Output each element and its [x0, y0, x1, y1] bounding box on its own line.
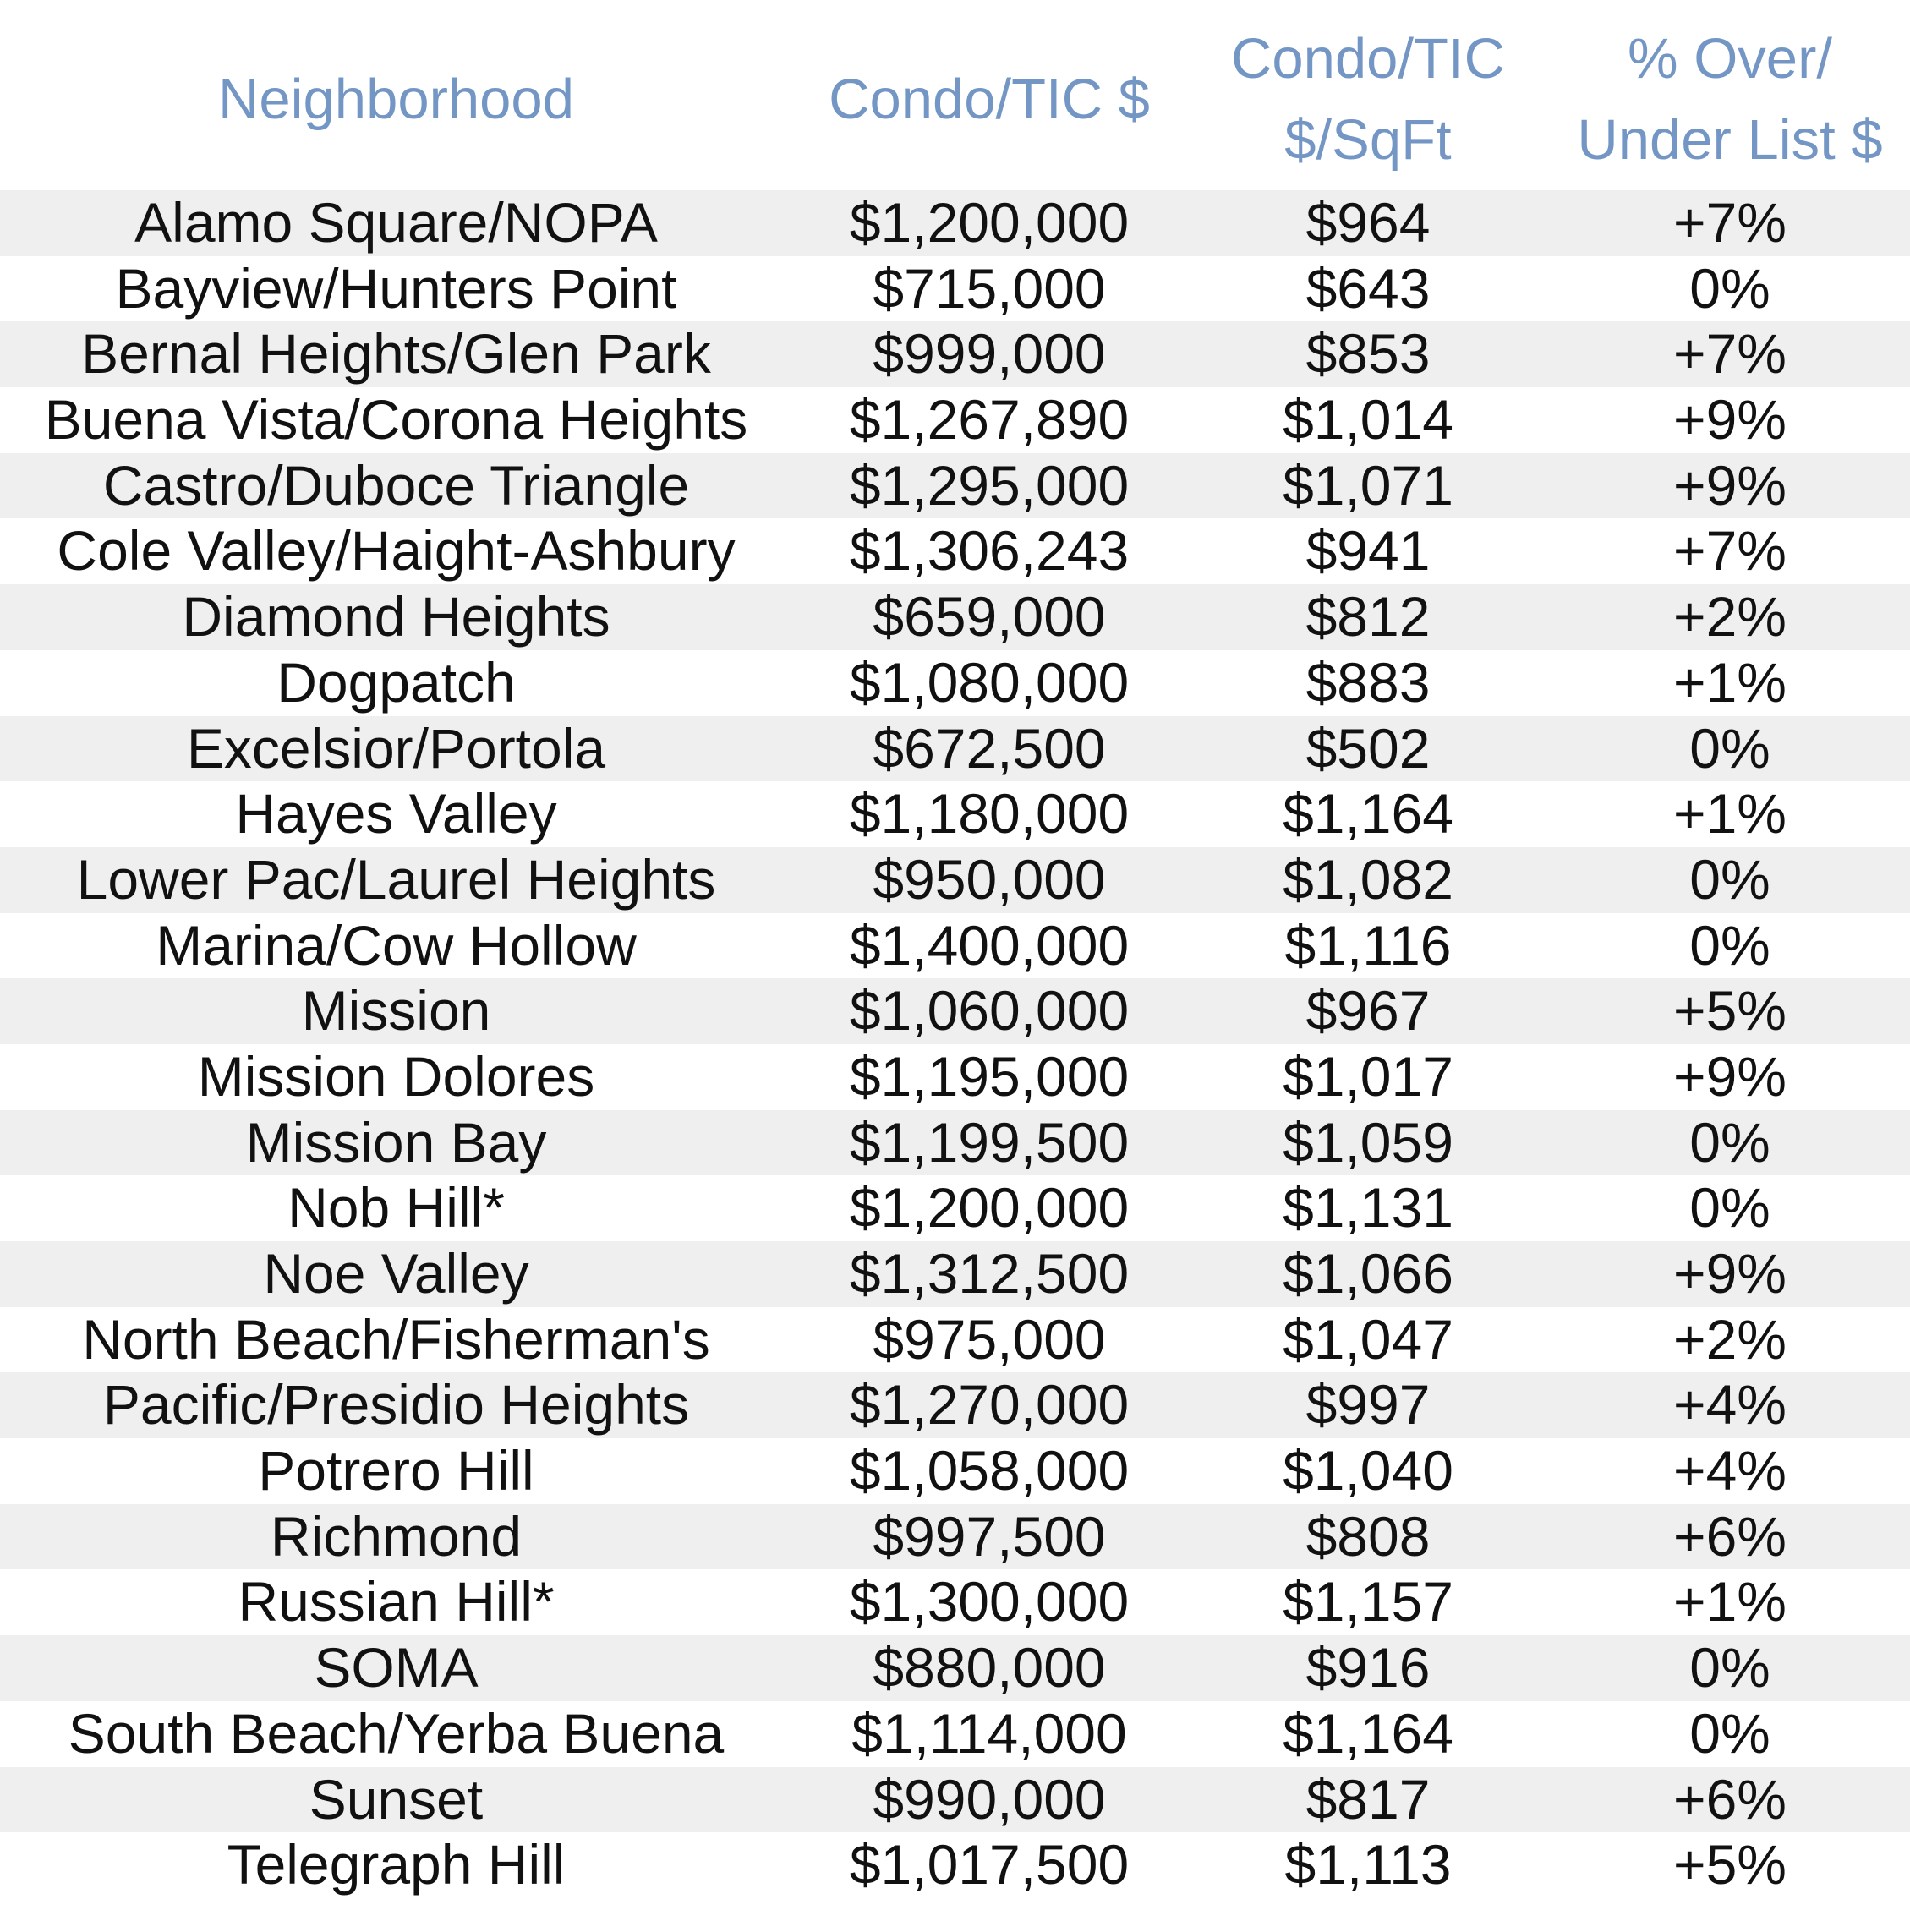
price-per-sqft-cell: $1,082 — [1283, 847, 1453, 911]
condo-tic-price-cell: $1,306,243 — [849, 519, 1130, 583]
neighborhood-cell: Telegraph Hill — [227, 1833, 566, 1896]
condo-tic-price-cell: $1,270,000 — [849, 1373, 1130, 1437]
condo-tic-price-cell: $1,058,000 — [849, 1439, 1130, 1502]
table-body — [0, 190, 1910, 1898]
over-under-list-cell: 0% — [1689, 913, 1770, 977]
condo-tic-price-cell: $1,080,000 — [849, 650, 1130, 714]
header-percent-over-under-list: % Over/ Under List $ — [1577, 26, 1883, 172]
over-under-list-cell: +2% — [1673, 1307, 1787, 1371]
neighborhood-cell: Potrero Hill — [258, 1439, 534, 1502]
neighborhood-cell: Nob Hill* — [287, 1176, 505, 1240]
condo-tic-price-cell: $1,017,500 — [849, 1833, 1130, 1896]
over-under-list-cell: +6% — [1673, 1767, 1787, 1831]
condo-tic-price-cell: $999,000 — [873, 322, 1106, 386]
table-row — [0, 1175, 1910, 1241]
neighborhood-cell: Castro/Duboce Triangle — [102, 453, 690, 517]
table-row — [0, 518, 1910, 584]
table-row — [0, 1832, 1910, 1898]
price-per-sqft-cell: $997 — [1305, 1373, 1431, 1437]
price-per-sqft-cell: $1,164 — [1283, 782, 1453, 846]
table-row — [0, 1307, 1910, 1373]
condo-tic-price-cell: $715,000 — [873, 256, 1106, 320]
price-per-sqft-cell: $916 — [1305, 1636, 1431, 1699]
price-per-sqft-cell: $1,113 — [1284, 1833, 1452, 1896]
neighborhood-cell: Mission Bay — [245, 1110, 547, 1174]
neighborhood-cell: South Beach/Yerba Buena — [68, 1701, 725, 1765]
condo-tic-price-cell: $659,000 — [873, 585, 1106, 649]
over-under-list-cell: +4% — [1673, 1373, 1787, 1437]
over-under-list-cell: +1% — [1673, 650, 1787, 714]
over-under-list-cell: +2% — [1673, 585, 1787, 649]
neighborhood-cell: Dogpatch — [276, 650, 516, 714]
price-per-sqft-cell: $1,059 — [1283, 1110, 1453, 1174]
condo-tic-price-cell: $1,295,000 — [849, 453, 1130, 517]
price-per-sqft-cell: $1,066 — [1283, 1242, 1453, 1305]
neighborhood-cell: Cole Valley/Haight-Ashbury — [57, 519, 736, 583]
over-under-list-cell: +7% — [1673, 519, 1787, 583]
neighborhood-cell: North Beach/Fisherman's — [82, 1307, 710, 1371]
price-per-sqft-cell: $1,047 — [1283, 1307, 1453, 1371]
price-per-sqft-cell: $1,014 — [1283, 388, 1453, 452]
over-under-list-cell: +5% — [1673, 979, 1787, 1043]
price-per-sqft-cell: $941 — [1305, 519, 1431, 583]
over-under-list-cell: +5% — [1673, 1833, 1787, 1896]
condo-tic-price-cell: $1,180,000 — [849, 782, 1130, 846]
over-under-list-cell: 0% — [1689, 716, 1770, 780]
over-under-list-cell: 0% — [1689, 847, 1770, 911]
table-header — [0, 0, 1910, 190]
condo-tic-price-cell: $1,300,000 — [849, 1570, 1130, 1634]
over-under-list-cell: 0% — [1689, 1110, 1770, 1174]
table-row — [0, 453, 1910, 519]
neighborhood-cell: Bernal Heights/Glen Park — [81, 322, 711, 386]
price-per-sqft-cell: $502 — [1305, 716, 1431, 780]
table-row — [0, 387, 1910, 453]
neighborhood-cell: Mission Dolores — [197, 1044, 595, 1108]
table-row — [0, 1504, 1910, 1570]
neighborhood-cell: Russian Hill* — [238, 1570, 555, 1634]
price-per-sqft-cell: $964 — [1305, 191, 1431, 254]
table-row — [0, 1110, 1910, 1176]
condo-tic-price-cell: $950,000 — [873, 847, 1106, 911]
condo-tic-price-cell: $672,500 — [873, 716, 1106, 780]
neighborhood-cell: Sunset — [309, 1767, 484, 1831]
over-under-list-cell: +9% — [1673, 388, 1787, 452]
neighborhood-cell: Mission — [301, 979, 491, 1043]
price-per-sqft-cell: $812 — [1305, 585, 1431, 649]
table-row — [0, 978, 1910, 1044]
price-per-sqft-cell: $1,071 — [1283, 453, 1453, 517]
table-row — [0, 1635, 1910, 1701]
condo-tic-price-cell: $975,000 — [873, 1307, 1106, 1371]
price-per-sqft-cell: $883 — [1305, 650, 1431, 714]
table-row — [0, 847, 1910, 913]
table-row — [0, 1569, 1910, 1635]
over-under-list-cell: 0% — [1689, 1176, 1770, 1240]
table-row — [0, 321, 1910, 387]
table-row — [0, 913, 1910, 979]
condo-tic-price-cell: $1,400,000 — [849, 913, 1130, 977]
price-per-sqft-cell: $1,116 — [1284, 913, 1452, 977]
condo-tic-price-cell: $1,199,500 — [849, 1110, 1130, 1174]
neighborhood-cell: Noe Valley — [263, 1242, 529, 1305]
condo-tic-price-cell: $1,200,000 — [849, 1176, 1130, 1240]
neighborhood-cell: Richmond — [270, 1504, 523, 1568]
table-row — [0, 1701, 1910, 1767]
price-per-sqft-cell: $853 — [1305, 322, 1431, 386]
condo-tic-price-cell: $1,195,000 — [849, 1044, 1130, 1108]
condo-tic-price-cell: $1,267,890 — [849, 388, 1130, 452]
neighborhood-cell: Hayes Valley — [235, 782, 557, 846]
neighborhood-cell: Diamond Heights — [182, 585, 610, 649]
neighborhood-cell: Buena Vista/Corona Heights — [44, 388, 748, 452]
price-per-sqft-cell: $1,131 — [1283, 1176, 1453, 1240]
over-under-list-cell: 0% — [1689, 256, 1770, 320]
neighborhood-cell: Pacific/Presidio Heights — [102, 1373, 690, 1437]
table-row — [0, 584, 1910, 650]
neighborhood-cell: SOMA — [314, 1636, 479, 1699]
over-under-list-cell: 0% — [1689, 1636, 1770, 1699]
header-condo-tic-price-per-sqft: Condo/TIC $/SqFt — [1231, 26, 1505, 172]
header-condo-tic-price: Condo/TIC $ — [829, 67, 1150, 131]
price-per-sqft-cell: $808 — [1305, 1504, 1431, 1568]
price-per-sqft-cell: $817 — [1305, 1767, 1431, 1831]
condo-tic-price-cell: $1,114,000 — [851, 1701, 1127, 1765]
condo-tic-price-cell: $1,060,000 — [849, 979, 1130, 1043]
header-neighborhood: Neighborhood — [218, 67, 574, 131]
condo-tic-price-cell: $1,200,000 — [849, 191, 1130, 254]
price-per-sqft-cell: $967 — [1305, 979, 1431, 1043]
price-per-sqft-cell: $1,164 — [1283, 1701, 1453, 1765]
table-row — [0, 716, 1910, 782]
condo-tic-price-cell: $997,500 — [873, 1504, 1106, 1568]
table-row — [0, 1767, 1910, 1833]
over-under-list-cell: +7% — [1673, 191, 1787, 254]
over-under-list-cell: +4% — [1673, 1439, 1787, 1502]
neighborhood-cell: Lower Pac/Laurel Heights — [76, 847, 716, 911]
neighborhood-cell: Bayview/Hunters Point — [115, 256, 677, 320]
neighborhood-cell: Alamo Square/NOPA — [134, 191, 658, 254]
neighborhood-cell: Marina/Cow Hollow — [156, 913, 637, 977]
table-row — [0, 1241, 1910, 1307]
price-per-sqft-cell: $643 — [1305, 256, 1431, 320]
price-per-sqft-cell: $1,040 — [1283, 1439, 1453, 1502]
condo-tic-price-cell: $1,312,500 — [849, 1242, 1130, 1305]
over-under-list-cell: +9% — [1673, 1044, 1787, 1108]
neighborhood-cell: Excelsior/Portola — [186, 716, 606, 780]
table-row — [0, 650, 1910, 716]
condo-tic-price-cell: $990,000 — [873, 1767, 1106, 1831]
table-row — [0, 1372, 1910, 1438]
over-under-list-cell: +9% — [1673, 453, 1787, 517]
price-per-sqft-cell: $1,157 — [1283, 1570, 1453, 1634]
table-row — [0, 781, 1910, 847]
condo-tic-price-cell: $880,000 — [873, 1636, 1106, 1699]
table-row — [0, 190, 1910, 256]
price-per-sqft-cell: $1,017 — [1283, 1044, 1453, 1108]
over-under-list-cell: +6% — [1673, 1504, 1787, 1568]
over-under-list-cell: +9% — [1673, 1242, 1787, 1305]
table-row — [0, 1044, 1910, 1110]
table-row — [0, 256, 1910, 322]
over-under-list-cell: +1% — [1673, 1570, 1787, 1634]
table-row — [0, 1438, 1910, 1504]
over-under-list-cell: +7% — [1673, 322, 1787, 386]
over-under-list-cell: +1% — [1673, 782, 1787, 846]
over-under-list-cell: 0% — [1689, 1701, 1770, 1765]
